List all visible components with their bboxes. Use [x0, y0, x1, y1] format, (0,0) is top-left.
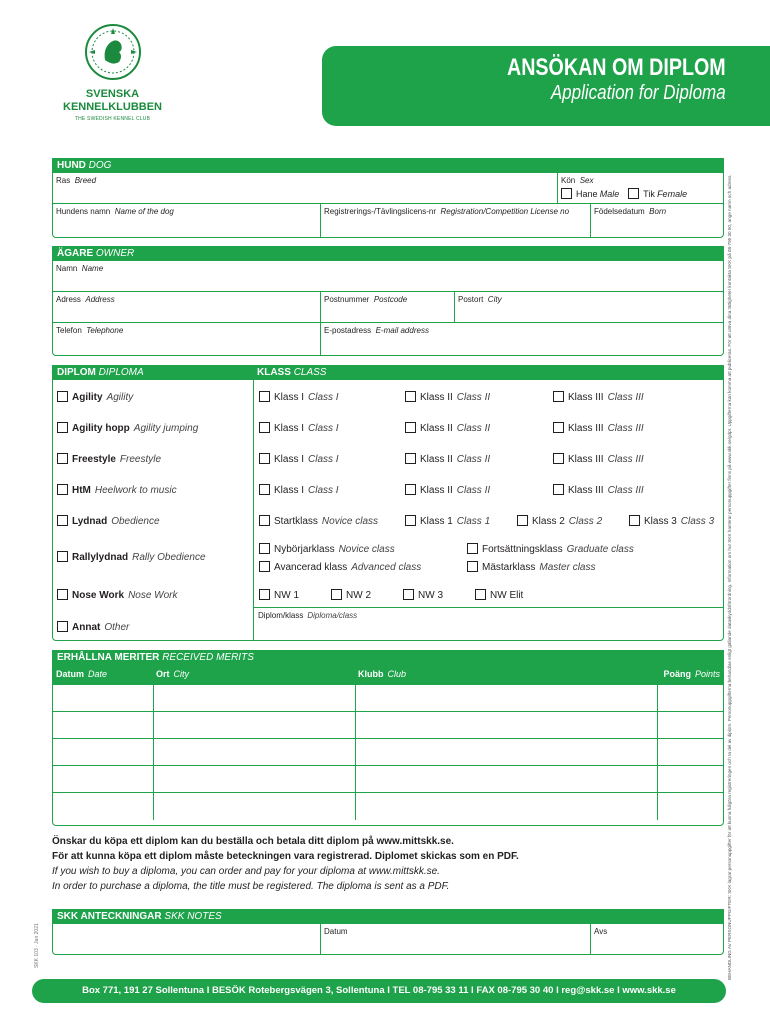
freestyle-class-1-checkbox[interactable]	[259, 453, 270, 464]
nose-work-class-1	[259, 589, 299, 601]
obedience-class-3-label-en: Class 3	[680, 516, 715, 527]
diploma-row-other	[57, 621, 129, 633]
agility-class-2-label-en: Class II	[456, 392, 491, 403]
logo-name-line2: KENNELKLUBBEN	[63, 101, 162, 113]
rally-master-checkbox[interactable]	[467, 561, 478, 572]
obedience-novice-label-en: Novice class	[321, 516, 379, 527]
obedience-class-3-label: Klass 3	[644, 516, 677, 527]
privacy-notice-text: BEHANDLING AV PERSONUPPGIFTER: SKK lagrar personuppgifter för att kunna fullgöra registreringen och ta del av diplom. Personuppgifterna behandlas enligt gällande dataskyddsförordning. Information om hur SKK hanterar personuppgifter finns på www.skk.se/gdpr. Uppgifterna kan komma att publiceras. För att utöva dina rättigheter kontakta SKK på 08-795 30 50, ange namn och adress.	[727, 174, 732, 980]
freestyle-class-3-checkbox[interactable]	[553, 453, 564, 464]
form-code	[34, 918, 44, 968]
rally-novice-checkbox[interactable]	[259, 543, 270, 554]
agility-class-2-checkbox[interactable]	[405, 391, 416, 402]
dog-name-label: Hundens namn	[56, 207, 111, 216]
agility-class-1-label: Klass I	[274, 392, 305, 403]
merits-col-club-label-en: Club	[387, 669, 407, 679]
phone-label: Telefon	[56, 326, 82, 335]
nw2-checkbox[interactable]	[331, 589, 342, 600]
htm-class-3-label-en: Class III	[607, 485, 644, 496]
freestyle-class-2-checkbox[interactable]	[405, 453, 416, 464]
other-class-label: Diplom/klass	[258, 611, 304, 620]
agility-jumping-class-1-label: Klass I	[274, 423, 305, 434]
agility-class-1-label-en: Class I	[308, 392, 339, 403]
obedience-novice-checkbox[interactable]	[259, 515, 270, 526]
rally-master-label-en: Master class	[539, 562, 596, 573]
rally-advanced-label-en: Advanced class	[351, 562, 422, 573]
htm-class-1-label-en: Class I	[308, 485, 339, 496]
order-info-en-1: If you wish to buy a diploma, you can order and pay for your diploma at www.mittskk.se.	[52, 866, 440, 877]
address-label-en: Address	[85, 295, 115, 304]
skk-notes-heading-sv: SKK ANTECKNINGAR	[57, 911, 162, 922]
female-label: Tik	[643, 189, 655, 199]
rally-novice-label: Nybörjarklass	[274, 544, 335, 555]
dog-name-field[interactable]	[53, 204, 321, 237]
notes-blank-field[interactable]	[53, 924, 321, 954]
breed-label: Ras	[56, 176, 71, 185]
class-heading-en: CLASS	[293, 367, 327, 378]
nw-elite-checkbox[interactable]	[475, 589, 486, 600]
obedience-novice-label: Startklass	[274, 516, 318, 527]
nose-work-label: Nose Work	[72, 590, 125, 601]
sex-label: Kön	[561, 176, 576, 185]
htm-class-1-label: Klass I	[274, 485, 305, 496]
freestyle-class-3-label-en: Class III	[607, 454, 644, 465]
agility-label-en: Agility	[106, 392, 134, 403]
agility-class-1-checkbox[interactable]	[259, 391, 270, 402]
registration-field[interactable]	[321, 204, 591, 237]
class-heading: KLASS	[257, 367, 291, 378]
nw3-label: NW 3	[418, 590, 443, 601]
htm-class-2-label-en: Class II	[456, 485, 491, 496]
dog-name-label-en: Name of the dog	[114, 207, 174, 216]
address-label: Adress	[56, 295, 81, 304]
postcode-field[interactable]	[321, 292, 455, 323]
breed-field[interactable]	[53, 173, 558, 204]
skk-notes-section	[52, 909, 724, 955]
email-label-en: E-mail address	[375, 326, 429, 335]
rally-advanced-checkbox[interactable]	[259, 561, 270, 572]
diploma-row-nose-work	[57, 589, 178, 601]
skk-logo	[55, 22, 170, 132]
other-checkbox[interactable]	[57, 621, 68, 632]
order-info-sv-1: Önskar du köpa ett diplom kan du beställa och betala ditt diplom på www.mittskk.se.	[52, 836, 454, 847]
rally-class-advanced	[259, 561, 421, 573]
agility-jumping-class-2-checkbox[interactable]	[405, 422, 416, 433]
order-info-sv-2: För att kunna köpa ett diplom måste beteckningen vara registrerad. Diplomet skickas som en PDF.	[52, 851, 519, 862]
owner-section-heading	[53, 247, 723, 261]
city-label-en: City	[487, 295, 502, 304]
other-class-label-en: Diploma/class	[307, 611, 358, 620]
agility-jumping-label-en: Agility jumping	[133, 423, 199, 434]
merits-heading-en: RECEIVED MERITS	[162, 652, 254, 663]
freestyle-checkbox[interactable]	[57, 453, 68, 464]
obedience-class-2	[517, 515, 602, 527]
merits-col-date-label-en: Date	[88, 669, 108, 679]
merits-col-points	[657, 665, 723, 685]
agility-jumping-class-3-checkbox[interactable]	[553, 422, 564, 433]
rally-novice-label-en: Novice class	[338, 544, 395, 555]
rally-master-label: Mästarklass	[482, 562, 536, 573]
agility-class-3	[553, 391, 644, 403]
rally-obedience-label-en: Rally Obedience	[132, 552, 206, 563]
nose-work-class-elite	[475, 589, 523, 601]
nw2-label: NW 2	[346, 590, 371, 601]
merits-section-heading	[53, 651, 723, 665]
registration-label-en: Registration/Competition License no	[440, 207, 570, 216]
owner-name-field[interactable]	[53, 261, 723, 292]
sex-field	[558, 173, 723, 204]
nose-work-checkbox[interactable]	[57, 589, 68, 600]
obedience-label: Lydnad	[72, 516, 108, 527]
diploma-row-agility	[57, 391, 133, 403]
rally-obedience-label: Rallylydnad	[72, 552, 129, 563]
agility-class-3-label: Klass III	[568, 392, 604, 403]
diploma-row-rally-obedience	[57, 551, 206, 563]
freestyle-label-en: Freestyle	[119, 454, 162, 465]
privacy-notice	[726, 160, 742, 980]
diploma-divider	[253, 380, 254, 641]
contact-footer-text: Box 771, 191 27 Sollentuna I BESÖK Rotebergsvägen 3, Sollentuna I TEL 08-795 33 11 I FAX 08-795 30 40 I reg@skk.se I www.skk.se	[82, 985, 676, 996]
agility-jumping-checkbox[interactable]	[57, 422, 68, 433]
logo-tagline: THE SWEDISH KENNEL CLUB	[74, 116, 151, 122]
obedience-class-1-checkbox[interactable]	[405, 515, 416, 526]
other-divider	[253, 607, 723, 608]
city-label: Postort	[458, 295, 484, 304]
htm-label: HtM	[72, 485, 91, 496]
agility-jumping-class-1	[259, 422, 339, 434]
obedience-class-1-label-en: Class 1	[456, 516, 491, 527]
merits-col-points-label: Poäng	[663, 669, 691, 679]
owner-heading: ÄGARE	[57, 248, 94, 259]
freestyle-class-1-label-en: Class I	[308, 454, 339, 465]
agility-jumping-class-1-checkbox[interactable]	[259, 422, 270, 433]
order-info-en-2: In order to purchase a diploma, the title must be registered. The diploma is sent as a PDF.	[52, 881, 450, 892]
city-field[interactable]	[455, 292, 723, 323]
owner-heading-en: OWNER	[95, 248, 135, 259]
agility-jumping-class-2-label: Klass II	[420, 423, 453, 434]
diploma-row-agility-jumping	[57, 422, 198, 434]
merits-col-city-label: Ort	[156, 669, 170, 679]
skk-notes-heading-en: SKK NOTES	[164, 911, 222, 922]
rally-graduate-label-en: Graduate class	[566, 544, 634, 555]
htm-class-3-label: Klass III	[568, 485, 604, 496]
birth-date-label-en: Born	[649, 207, 667, 216]
sex-label-en: Sex	[579, 176, 594, 185]
other-class-field[interactable]	[258, 611, 357, 620]
male-label: Hane	[576, 189, 598, 199]
obedience-checkbox[interactable]	[57, 515, 68, 526]
dog-heading: HUND	[57, 160, 86, 171]
freestyle-class-2-label-en: Class II	[456, 454, 491, 465]
merits-col-date-label: Datum	[56, 669, 85, 679]
notes-date-field[interactable]	[321, 924, 591, 954]
owner-name-label: Namn	[56, 264, 78, 273]
diploma-row-htm	[57, 484, 177, 496]
freestyle-class-3-label: Klass III	[568, 454, 604, 465]
logo-name-line1: SVENSKA	[85, 88, 140, 100]
phone-label-en: Telephone	[86, 326, 124, 335]
dog-heading-en: DOG	[88, 160, 112, 171]
nw3-checkbox[interactable]	[403, 589, 414, 600]
merits-divider-2	[355, 685, 356, 820]
htm-class-1-checkbox[interactable]	[259, 484, 270, 495]
male-checkbox[interactable]	[561, 188, 572, 199]
dog-section-heading	[53, 159, 723, 173]
htm-class-3-checkbox[interactable]	[553, 484, 564, 495]
page-title: ANSÖKAN OM DIPLOM	[507, 54, 726, 81]
other-label-en: Other	[104, 622, 130, 633]
htm-checkbox[interactable]	[57, 484, 68, 495]
email-field[interactable]	[321, 323, 723, 355]
nose-work-class-2	[331, 589, 371, 601]
freestyle-class-3	[553, 453, 644, 465]
rally-class-graduate	[467, 543, 634, 555]
obedience-class-1	[405, 515, 490, 527]
nw1-label: NW 1	[274, 590, 299, 601]
merits-col-points-label-en: Points	[694, 669, 720, 679]
order-info	[52, 834, 712, 894]
agility-jumping-class-3-label: Klass III	[568, 423, 604, 434]
male-label-en: Male	[599, 189, 620, 199]
rally-class-novice	[259, 543, 395, 555]
agility-checkbox[interactable]	[57, 391, 68, 402]
htm-class-2-checkbox[interactable]	[405, 484, 416, 495]
birth-date-field[interactable]	[591, 204, 723, 237]
diploma-row-freestyle	[57, 453, 161, 465]
agility-class-3-label-en: Class III	[607, 392, 644, 403]
agility-class-1	[259, 391, 339, 403]
merits-section	[52, 650, 724, 826]
agility-jumping-label: Agility hopp	[72, 423, 130, 434]
nose-work-class-3	[403, 589, 443, 601]
agility-jumping-class-1-label-en: Class I	[308, 423, 339, 434]
htm-class-2	[405, 484, 490, 496]
notes-sender-label: Avs	[594, 927, 608, 936]
obedience-class-2-label-en: Class 2	[568, 516, 603, 527]
kennel-club-emblem-icon	[83, 22, 143, 82]
rally-obedience-checkbox[interactable]	[57, 551, 68, 562]
agility-jumping-class-2-label-en: Class II	[456, 423, 491, 434]
htm-class-1	[259, 484, 339, 496]
freestyle-class-2-label: Klass II	[420, 454, 453, 465]
agility-jumping-class-3	[553, 422, 644, 434]
rally-advanced-label: Avancerad klass	[274, 562, 348, 573]
postcode-label: Postnummer	[324, 295, 370, 304]
dog-section	[52, 158, 724, 238]
merits-col-city	[153, 665, 355, 685]
rally-class-master	[467, 561, 595, 573]
address-field[interactable]	[53, 292, 321, 323]
nw1-checkbox[interactable]	[259, 589, 270, 600]
other-label: Annat	[72, 622, 101, 633]
owner-name-label-en: Name	[81, 264, 104, 273]
diploma-row-obedience	[57, 515, 160, 527]
notes-date-label: Datum	[324, 927, 348, 936]
obedience-class-2-checkbox[interactable]	[517, 515, 528, 526]
rally-graduate-checkbox[interactable]	[467, 543, 478, 554]
female-label-en: Female	[657, 189, 688, 199]
agility-class-2	[405, 391, 490, 403]
freestyle-class-1	[259, 453, 339, 465]
email-label: E-postadress	[324, 326, 372, 335]
merits-col-date	[53, 665, 153, 685]
phone-field[interactable]	[53, 323, 321, 355]
postcode-label-en: Postcode	[373, 295, 408, 304]
freestyle-class-1-label: Klass I	[274, 454, 305, 465]
diploma-section-heading	[53, 366, 723, 380]
agility-label: Agility	[72, 392, 103, 403]
merits-col-city-label-en: City	[173, 669, 189, 679]
breed-label-en: Breed	[74, 176, 97, 185]
agility-class-3-checkbox[interactable]	[553, 391, 564, 402]
nose-work-label-en: Nose Work	[128, 590, 178, 601]
owner-section	[52, 246, 724, 356]
page-subtitle: Application for Diploma	[551, 82, 726, 104]
obedience-class-2-label: Klass 2	[532, 516, 565, 527]
freestyle-class-2	[405, 453, 490, 465]
skk-notes-heading	[53, 910, 723, 924]
merits-col-club	[355, 665, 657, 685]
diploma-heading: DIPLOM	[57, 367, 96, 378]
female-checkbox[interactable]	[628, 188, 639, 199]
freestyle-label: Freestyle	[72, 454, 116, 465]
obedience-class-1-label: Klass 1	[420, 516, 453, 527]
contact-footer	[32, 979, 726, 1003]
birth-date-label: Födelsedatum	[594, 207, 645, 216]
obedience-label-en: Obedience	[111, 516, 160, 527]
diploma-heading-en: DIPLOMA	[98, 367, 144, 378]
header-band	[322, 46, 770, 126]
registration-label: Registrerings-/Tävlingslicens-nr	[324, 207, 437, 216]
diploma-section	[52, 365, 724, 641]
agility-jumping-class-2	[405, 422, 490, 434]
obedience-class-novice	[259, 515, 378, 527]
obedience-class-3	[629, 515, 714, 527]
obedience-class-3-checkbox[interactable]	[629, 515, 640, 526]
form-code-text: SKK 103 · Jan 2021	[34, 923, 40, 968]
htm-label-en: Heelwork to music	[94, 485, 177, 496]
merits-col-club-label: Klubb	[358, 669, 384, 679]
notes-sender-field[interactable]	[591, 924, 723, 954]
rally-graduate-label: Fortsättningsklass	[482, 544, 563, 555]
agility-jumping-class-3-label-en: Class III	[607, 423, 644, 434]
agility-class-2-label: Klass II	[420, 392, 453, 403]
htm-class-2-label: Klass II	[420, 485, 453, 496]
merits-divider-1	[153, 685, 154, 820]
merits-heading: ERHÅLLNA MERITER	[57, 652, 160, 663]
nw-elite-label: NW Elit	[490, 590, 524, 601]
htm-class-3	[553, 484, 644, 496]
merits-divider-3	[657, 685, 658, 820]
